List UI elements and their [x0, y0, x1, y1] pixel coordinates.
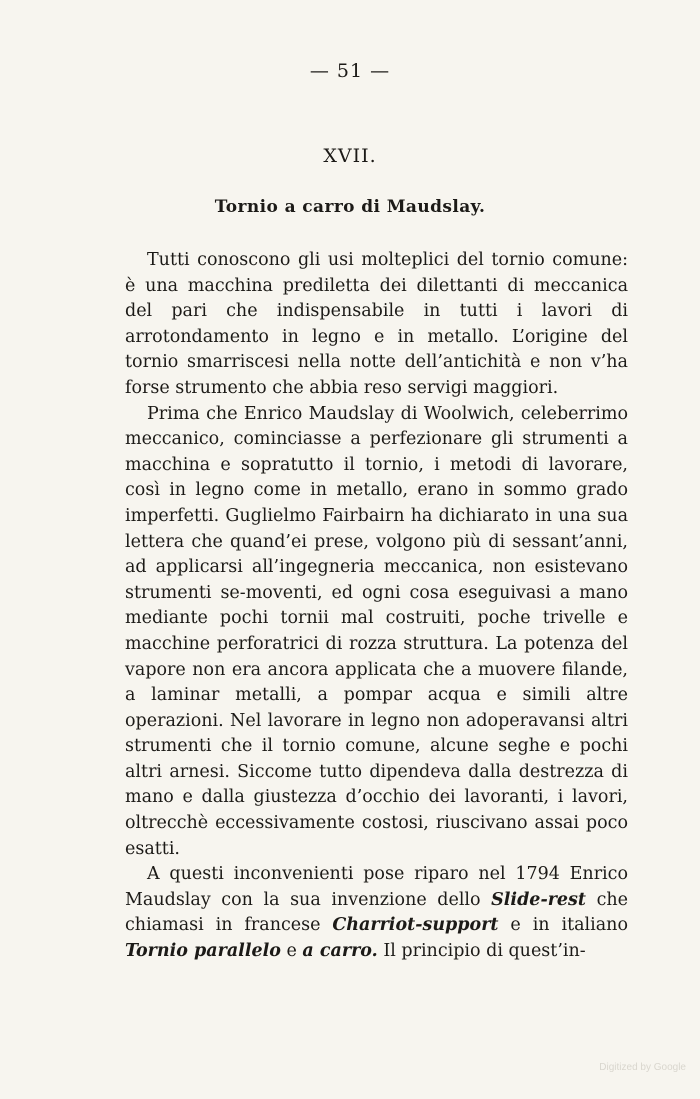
text-run: Il principio di quest’in-: [377, 941, 586, 962]
text-run: e: [280, 941, 303, 962]
text-run: che chiamasi in francese: [125, 889, 628, 936]
italic-term: a carro.: [302, 941, 378, 962]
body-text: [125, 248, 628, 965]
text-run: e in italiano: [498, 915, 628, 936]
italic-term: Slide-rest: [491, 889, 586, 910]
italic-term: Tornio parallelo: [125, 941, 281, 962]
section-title: Tornio a carro di Maudslay.: [214, 197, 486, 217]
paragraph-1: Tutti conoscono gli usi molteplici del tornio comune: è una macchina prediletta dei dilettanti di meccanica del pari che indispensabile in tutti i lavori di arrotondamento in legno e in metallo. L’origine del tornio smarriscesi nella notte dell’antichità e non v’ha forse strumento che abbia reso servigi maggiori.: [125, 250, 628, 398]
paragraph-3: [125, 862, 628, 964]
page-number: — 51 —: [309, 60, 391, 82]
italic-term: Charriot-support: [332, 915, 499, 936]
chapter-heading: XVII.: [323, 145, 377, 167]
text-run: A questi inconvenienti pose riparo nel 1794 Enrico Maudslay con la sua invenzione dello: [125, 864, 628, 910]
watermark: Digitized by Google: [599, 1062, 686, 1073]
paragraph-2: Prima che Enrico Maudslay di Woolwich, celeberrimo meccanico, cominciasse a perfezionare gli strumenti a macchina e sopratutto il tornio, i metodi di lavorare, così in legno come in metallo, erano in sommo grado imperfetti. Guglielmo Fairbairn ha dichiarato in una sua lettera che quand’ei prese, volgono più di sessant’anni, ad applicarsi all’ingegneria meccanica, non esistevano strumenti se-moventi, ed ogni cosa eseguivasi a mano mediante pochi tornii mal costruiti, poche trivelle e macchine perforatrici di rozza struttura. La potenza del vapore non era ancora applicata che a muovere filande, a laminar metalli, a pompar acqua e simili altre operazioni. Nel lavorare in legno non adoperavansi altri strumenti che il tornio comune, alcune seghe e pochi altri arnesi. Siccome tutto dipendeva dalla destrezza di mano e dalla giustezza d’occhio dei lavoranti, i lavori, oltrecchè eccessivamente costosi, riuscivano assai poco esatti.: [125, 403, 628, 859]
